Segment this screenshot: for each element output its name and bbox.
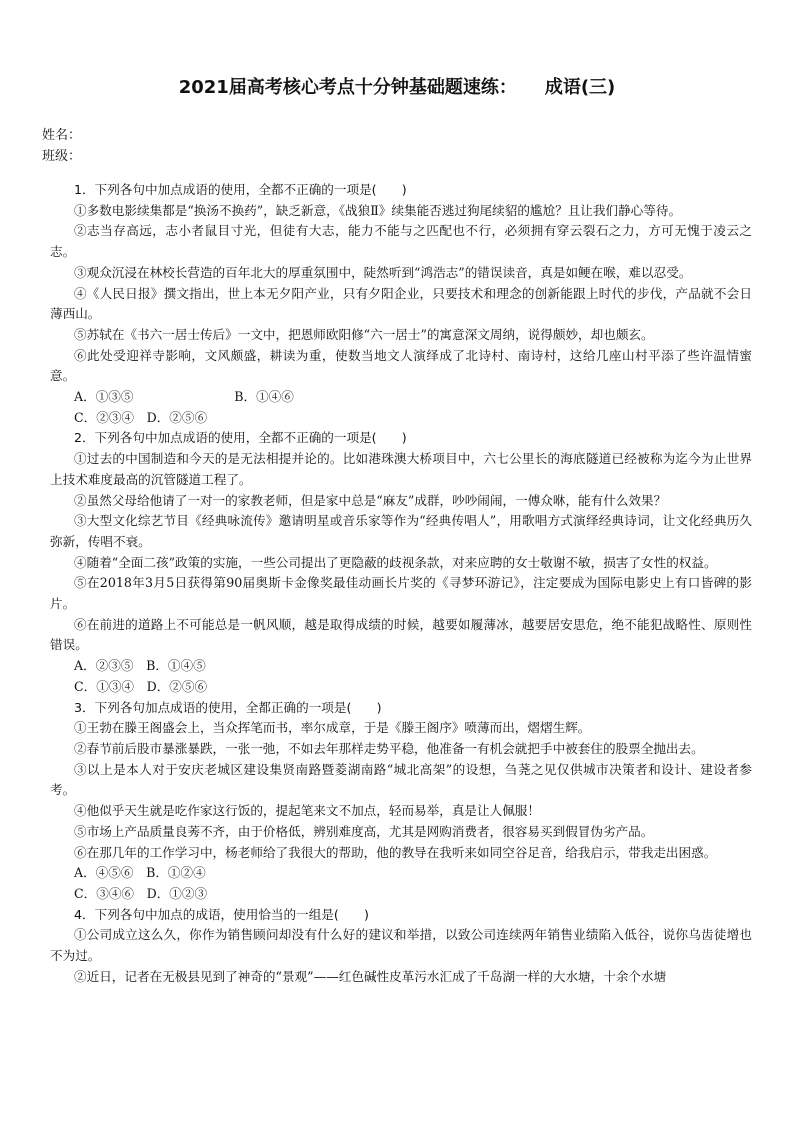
question-item: ②春节前后股市暴涨暴跌，一张一弛，不如去年那样走势平稳，他准备一有机会就把手中被套住的股票全抛出去。 <box>74 740 704 756</box>
question-item: ①多数电影续集都是“换汤不换药”，缺乏新意，《战狼Ⅱ》续集能否逃过狗尾续貂的尴尬？且让我们静心等待。 <box>74 202 682 218</box>
question-stem: 4．下列各句中加点的成语，使用恰当的一组是( ) <box>74 906 369 922</box>
question-item: ⑤市场上产品质量良莠不齐，由于价格低，辨别难度高，尤其是网购消费者，很容易买到假冒伪劣产品。 <box>74 823 654 839</box>
question-item: ②近日，记者在无极县见到了神奇的“景观”——红色碱性皮革污水汇成了千岛湖一样的大水塘，十余个水塘 <box>74 968 667 984</box>
question-item: ⑤在2018年3月5日获得第90届奥斯卡金像奖最佳动画长片奖的《寻梦环游记》，注定要成为国际电影史上有口皆碑的影片。 <box>50 575 752 612</box>
title-main: 2021届高考核心考点十分钟基础题速练： <box>178 77 517 98</box>
question-item: ③观众沉浸在林校长营造的百年北大的厚重氛围中，陡然听到“鸿浩志”的错误读音，真是如鲠在喉，难以忍受。 <box>74 264 692 280</box>
question-item: ⑥此处受迎祥寺影响，文风颇盛，耕读为重，使数当地文人演绎成了北诗村、南诗村，这给几座山村平添了些许温情蜜意。 <box>50 347 752 384</box>
answer-options: A．④⑤⑥ B．①②④ <box>74 865 206 881</box>
question-item: ④《人民日报》撰文指出，世上本无夕阳产业，只有夕阳企业，只要技术和理念的创新能跟上时代的步伐，产品就不会日薄西山。 <box>50 285 752 322</box>
question-item: ①王勃在滕王阁盛会上，当众挥笔而书，率尔成章，于是《滕王阁序》喷薄而出，熠熠生辉。 <box>74 720 591 736</box>
question-item: ②志当存高远，志小者鼠目寸光，但徒有大志，能力不能与之匹配也不行，必须拥有穿云裂石之力，方可无愧于凌云之志。 <box>50 223 752 260</box>
page-title <box>0 73 794 99</box>
question-item: ③以上是本人对于安庆老城区建设集贤南路暨菱湖南路“城北高架”的设想，刍荛之见仅供城市决策者和设计、建设者参考。 <box>50 761 752 798</box>
title-topic: 成语(三) <box>544 77 616 98</box>
question-item: ①过去的中国制造和今天的是无法相提并论的。比如港珠澳大桥项目中，六七公里长的海底隧道已经被称为迄今为止世界上技术难度最高的沉管隧道工程了。 <box>50 451 752 487</box>
question-item: ③大型文化综艺节目《经典咏流传》邀请明星或音乐家等作为“经典传唱人”，用歌唱方式演绎经典诗词，让文化经典历久弥新，传唱不衰。 <box>50 513 752 549</box>
answer-options: C．③④⑥ D．①②③ <box>74 885 208 901</box>
question-item: ⑤苏轼在《书六一居士传后》一文中，把恩师欧阳修“六一居士”的寓意深文周纳，说得颇妙，却也颇玄。 <box>74 326 654 342</box>
answer-options: C．①③④ D．②⑤⑥ <box>74 678 208 694</box>
question-list <box>50 180 752 987</box>
question-item: ②虽然父母给他请了一对一的家教老师，但是家中总是“麻友”成群，吵吵闹闹，一傅众咻，能有什么效果？ <box>74 492 667 508</box>
answer-options: A．②③⑤ B．①④⑤ <box>74 658 206 674</box>
question-stem: 2．下列各句中加点成语的使用，全都不正确的一项是( ) <box>74 430 407 446</box>
class-label: 班级： <box>42 149 82 164</box>
question-stem: 3．下列各句加点成语的使用，全都正确的一项是( ) <box>74 699 382 715</box>
question-item: ④随着“全面二孩”政策的实施，一些公司提出了更隐蔽的歧视条款，对来应聘的女士敬谢不敏，损害了女性的权益。 <box>74 554 717 570</box>
question-stem: 1．下列各句中加点成语的使用，全都不正确的一项是( ) <box>74 182 407 197</box>
question-item: ①公司成立这么久，你作为销售顾问却没有什么好的建议和举措，以致公司连续两年销售业绩陷入低谷，说你乌齿徒增也不为过。 <box>50 927 752 964</box>
name-label: 姓名： <box>42 128 82 143</box>
question-item: ⑥在那几年的工作学习中，杨老师给了我很大的帮助，他的教导在我听来如同空谷足音，给我启示，带我走出困惑。 <box>74 844 717 860</box>
answer-options: C．②③④ D．②⑤⑥ <box>74 409 208 425</box>
question-item: ④他似乎天生就是吃作家这行饭的，提起笔来文不加点，轻而易举，真是让人佩服！ <box>74 803 540 819</box>
question-item: ⑥在前进的道路上不可能总是一帆风顺，越是取得成绩的时候，越要如履薄冰，越要居安思危，绝不能犯战略性、原则性错误。 <box>50 616 752 653</box>
answer-options: A．①③⑤ B．①④⑥ <box>74 389 294 405</box>
